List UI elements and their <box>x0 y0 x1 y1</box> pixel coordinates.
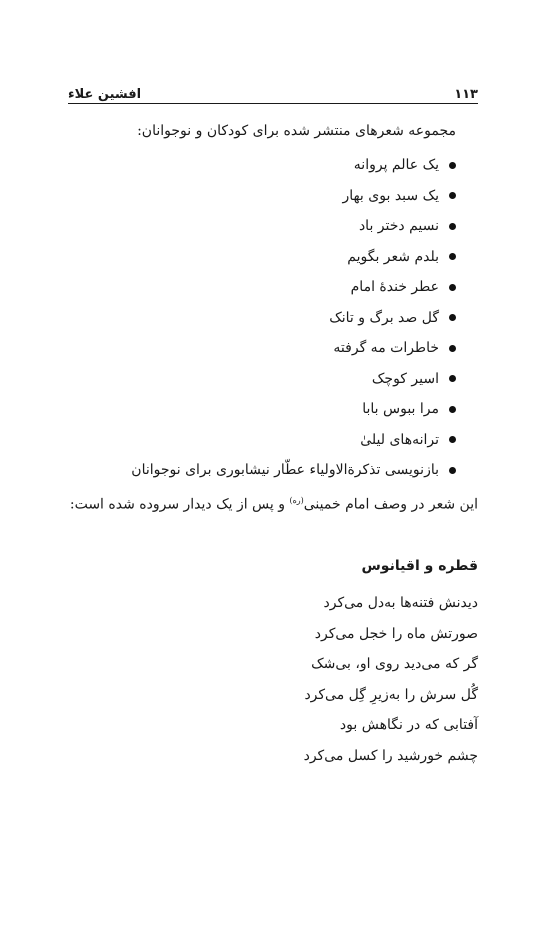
poem-line: آفتابی که در نگاهش بود <box>339 717 478 733</box>
poem-line: گُل سرش را به‌زیرِ گِل می‌کرد <box>304 686 478 703</box>
book-title: گل صد برگ و تانک <box>329 309 439 326</box>
paragraph-text-end: و پس از یک دیدار سروده شده است: <box>69 496 290 513</box>
bullet-icon <box>449 375 456 382</box>
list-item <box>131 394 456 425</box>
book-title: بازنویسی تذکرةالاولیاء عطّار نیشابوری برای نوجوانان <box>131 462 439 479</box>
list-item <box>131 181 456 212</box>
bullet-icon <box>449 223 456 230</box>
poem-line: گر که می‌دید روی او، بی‌شک <box>311 656 478 672</box>
list-item <box>131 150 456 181</box>
intro-text: مجموعه شعرهای منتشر شده برای کودکان و نوجوانان: <box>137 123 456 139</box>
bullet-icon <box>449 253 456 260</box>
poem-line: چشم خورشید را کسل می‌کرد <box>303 747 478 764</box>
paragraph-text-start: این شعر در وصف امام خمینی <box>303 496 478 513</box>
list-item <box>131 333 456 364</box>
bullet-icon <box>449 467 456 474</box>
bullet-icon <box>449 314 456 321</box>
poem-title: قطره و اقیانوس <box>361 558 478 574</box>
bullet-icon <box>449 192 456 199</box>
author-name: افشین علاء <box>68 87 142 102</box>
list-item <box>131 425 456 456</box>
book-title: یک عالم پروانه <box>353 157 439 174</box>
page-number: ۱۱۳ <box>454 87 478 102</box>
book-title: ترانه‌های لیلیٰ <box>360 431 439 448</box>
book-title: نسیم دختر باد <box>358 218 439 235</box>
page-header <box>68 80 478 102</box>
book-title: عطر خندهٔ امام <box>350 279 439 296</box>
book-list <box>131 150 456 486</box>
bullet-icon <box>449 436 456 443</box>
book-title: اسیر کوچک <box>371 370 439 387</box>
list-item <box>131 455 456 486</box>
bullet-icon <box>449 162 456 169</box>
honorific-mark: (ره) <box>289 496 304 505</box>
book-title: یک سبد بوی بهار <box>342 187 439 204</box>
book-title: مرا ببوس بابا <box>362 401 439 418</box>
list-item <box>131 303 456 334</box>
book-title: خاطرات مه گرفته <box>333 340 439 357</box>
header-rule <box>68 103 478 104</box>
poem-line: دیدنش فتنه‌ها به‌دل می‌کرد <box>323 595 478 611</box>
list-item <box>131 364 456 395</box>
book-title: بلدم شعر بگویم <box>347 248 439 265</box>
poem-verses <box>304 588 478 771</box>
list-item <box>131 242 456 273</box>
list-item <box>131 211 456 242</box>
list-item <box>131 272 456 303</box>
body-paragraph <box>68 484 478 522</box>
book-page <box>68 0 478 939</box>
bullet-icon <box>449 284 456 291</box>
bullet-icon <box>449 406 456 413</box>
poem-line: صورتش ماه را خجل می‌کرد <box>314 625 478 642</box>
bullet-icon <box>449 345 456 352</box>
